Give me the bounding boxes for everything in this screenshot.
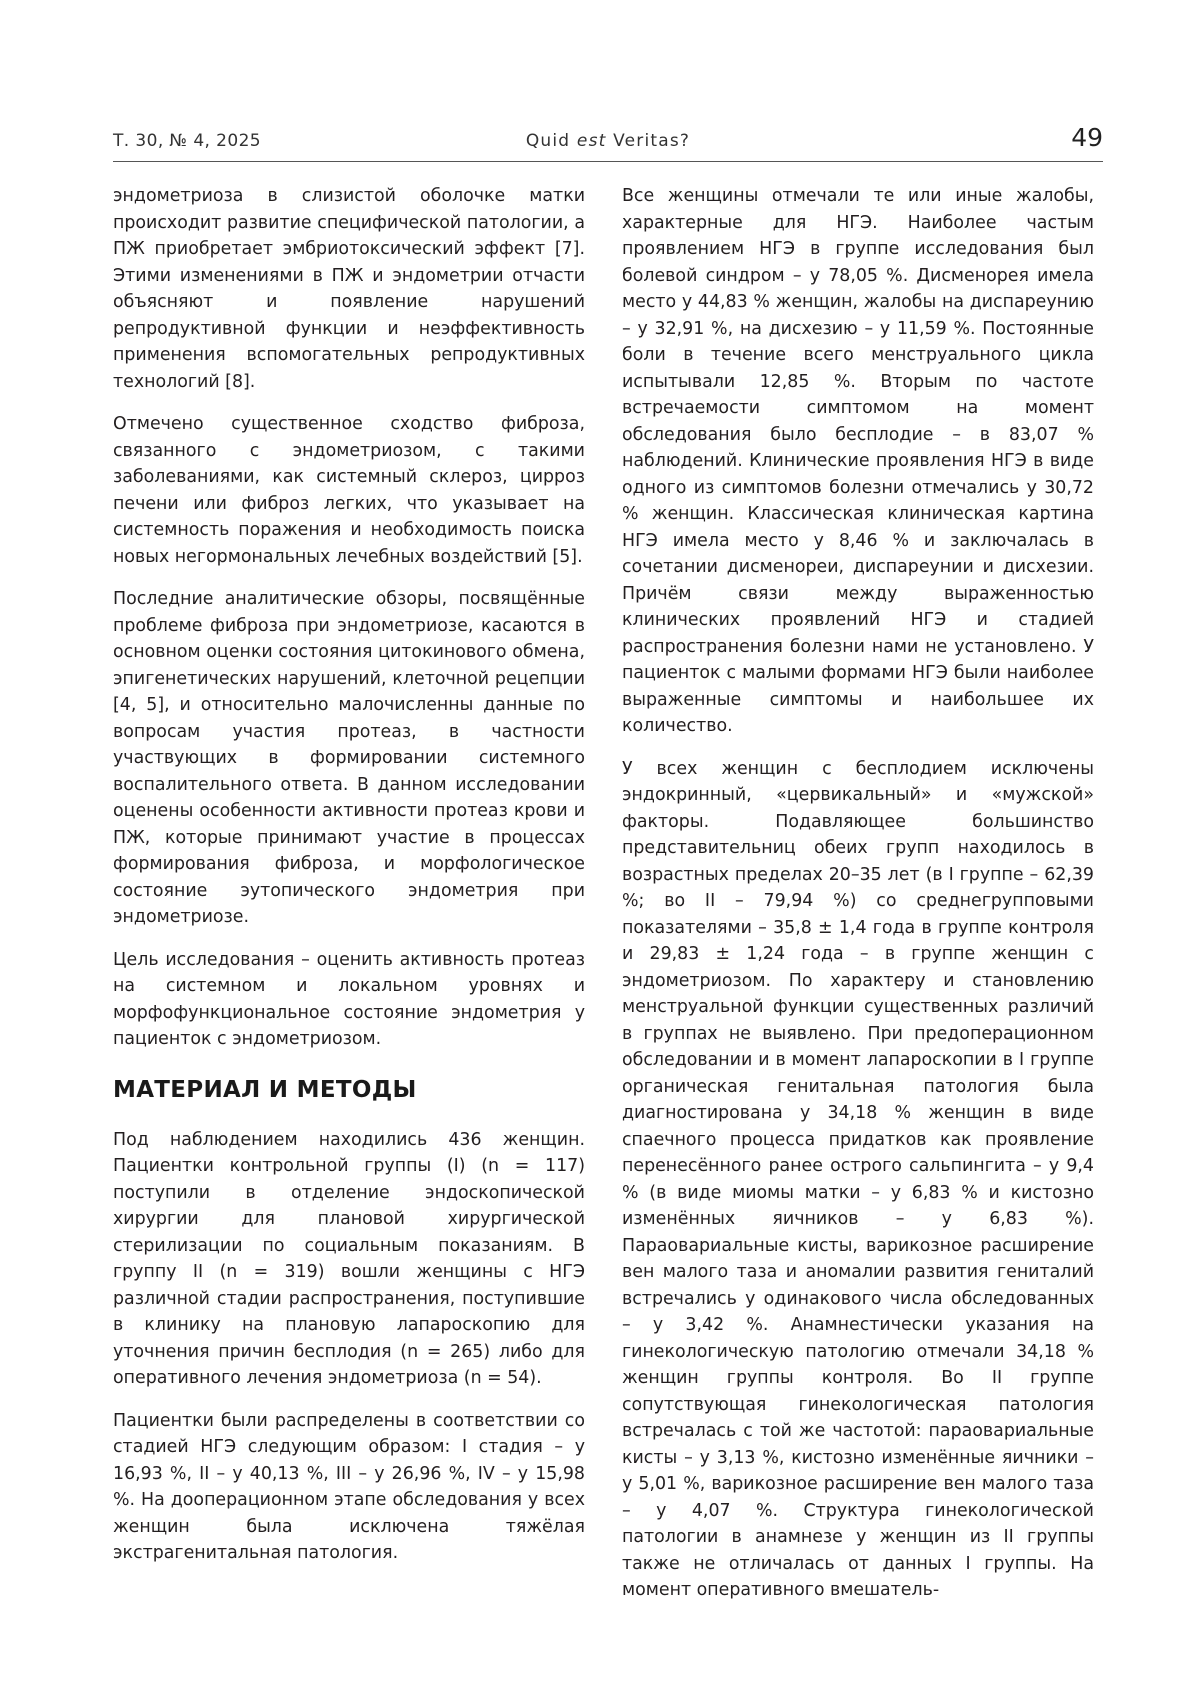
journal-title: [113, 131, 1103, 151]
paragraph: У всех женщин с бесплодием исключены эндокринный, «цервикальный» и «мужской» факторы. Подавляющее большинство представительниц обеих групп находилось в возрастных пределах 20–35 лет (в I группе – 62,39 %; во II – 79,94 %) со среднегрупповыми показателями – 35,8 ± 1,4 года в группе контроля и 29,83 ± 1,24 года – в группе женщин с эндометриозом. По характеру и становлению менструальной функции существенных различий в группах не выявлено. При предоперационном обследовании и в момент лапароскопии в I группе органическая генитальная патология была диагностирована у 34,18 % женщин в виде спаечного процесса придатков как проявление перенесённого ранее острого сальпингита – у 9,4 % (в виде миомы матки – у 6,83 % и кистозно изменённых яичников – у 6,83 %). Параовариальные кисты, варикозное расширение вен малого таза и аномалии развития гениталий встречались у одинакового числа обследованных – у 3,42 %. Анамнестически указания на гинекологическую патологию отмечали 34,18 % женщин группы контроля. Во II группе сопутствующая гинекологическая патология встречалась с той же частотой: параовариальные кисты – у 3,13 %, кистозно изменённые яичники – у 5,01 %, варикозное расширение вен малого таза – у 4,07 %. Структура гинекологической патологии в анамнезе у женщин из II группы также не отличалась от данных I группы. На момент оперативного вмешатель-: [622, 758, 1094, 1600]
right-column: [622, 183, 1094, 1620]
paragraph: Последние аналитические обзоры, посвящённые проблеме фиброза при эндометриозе, касаются в основном оценки состояния цитокинового обмена, эпигенетических нарушений, клеточной рецепции [4, 5], и относительно малочисленны данные по вопросам участия протеаз, в частности участвующих в формировании системного воспалительного ответа. В данном исследовании оценены особенности активности протеаз крови и ПЖ, которые принимают участие в процессах формирования фиброза, и морфологическое состояние эутопического эндометрия при эндометриозе.: [113, 589, 585, 927]
paragraph: эндометриоза в слизистой оболочке матки происходит развитие специфической патологии, а ПЖ приобретает эмбриотоксический эффект [7]. Этими изменениями в ПЖ и эндометрии отчасти объясняют и появление нарушений репродуктивной функции и неэффективность применения вспомогательных репродуктивных технологий [8].: [113, 186, 585, 392]
left-column: [113, 183, 585, 1583]
paragraph: Под наблюдением находились 436 женщин. Пациентки контрольной группы (I) (n = 117) поступили в отделение эндоскопической хирургии для плановой хирургической стерилизации по социальным показаниям. В группу II (n = 319) вошли женщины с НГЭ различной стадии распространения, поступившие в клинику на плановую лапароскопию для уточнения причин бесплодия (n = 265) либо для оперативного лечения эндометриоза (n = 54).: [113, 1129, 585, 1388]
journal-title-pre: Quid: [525, 131, 577, 151]
volume-issue: Т. 30, № 4, 2025: [113, 131, 262, 151]
paragraph: Пациентки были распределены в соответствии со стадией НГЭ следующим образом: I стадия – у 16,93 %, II – у 40,13 %, III – у 26,96 %, IV – у 15,98 %. На дооперационном этапе обследования у всех женщин была исключена тяжёлая экстрагенитальная патология.: [113, 1410, 585, 1563]
paragraph: Все женщины отмечали те или иные жалобы, характерные для НГЭ. Наиболее частым проявлением НГЭ в группе исследования был болевой синдром – у 78,05 %. Дисменорея имела место у 44,83 % женщин, жалобы на диспареунию – у 32,91 %, на дисхезию – у 11,59 %. Постоянные боли в течение всего менструального цикла испытывали 12,85 %. Вторым по частоте встречаемости симптомом на момент обследования было бесплодие – в 83,07 % наблюдений. Клинические проявления НГЭ в виде одного из симптомов болезни отмечались у 30,72 % женщин. Классическая клиническая картина НГЭ имела место у 8,46 % и заключалась в сочетании дисменореи, диспареунии и дисхезии. Причём связи между выраженностью клинических проявлений НГЭ и стадией распространения болезни нами не установлено. У пациенток с малыми формами НГЭ были наиболее выраженные симптомы и наибольшее их количество.: [622, 186, 1094, 736]
paragraph: Отмечено существенное сходство фиброза, связанного с эндометриозом, с такими заболеваниями, как системный склероз, цирроз печени или фиброз легких, что указывает на системность поражения и необходимость поиска новых негормональных лечебных воздействий [5].: [113, 414, 585, 567]
page-number: 49: [1071, 123, 1103, 152]
paragraph: Цель исследования – оценить активность протеаз на системном и локальном уровнях и морфофункциональное состояние эндометрия у пациенток с эндометриозом.: [113, 949, 585, 1049]
journal-title-post: Veritas?: [606, 131, 691, 151]
section-heading: МАТЕРИАЛ И МЕТОДЫ: [113, 1076, 417, 1103]
running-header: [113, 125, 1103, 159]
journal-title-em: est: [576, 131, 607, 151]
header-rule: [113, 161, 1103, 162]
